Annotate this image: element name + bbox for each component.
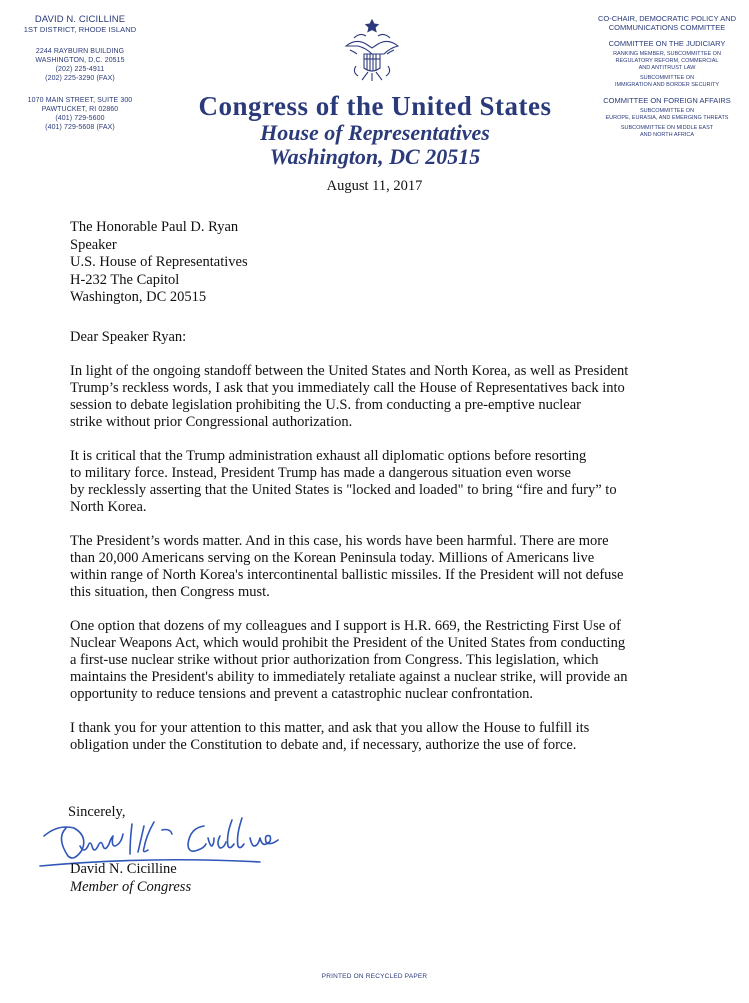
- committee-judiciary: COMMITTEE ON THE JUDICIARY: [608, 39, 726, 48]
- paragraph-line: Nuclear Weapons Act, which would prohibit the President of the United States from conducting: [70, 634, 626, 651]
- paragraph-line: The President’s words matter. And in this case, his words have been harmful. There are more: [70, 532, 609, 549]
- subcommittee-line: EUROPE, EURASIA, AND EMERGING THREATS: [605, 115, 729, 121]
- body-paragraph: [70, 618, 690, 703]
- paragraph-line: obligation under the Constitution to debate and, if necessary, authorize the use of force.: [70, 736, 577, 753]
- city-title: Washington, DC 20515: [269, 144, 481, 169]
- dc-office-line: 2244 RAYBURN BUILDING: [35, 48, 125, 55]
- salutation: Dear Speaker Ryan:: [70, 328, 187, 345]
- letter-date: August 11, 2017: [326, 178, 423, 194]
- body-paragraph: [70, 448, 690, 516]
- role-line: COMMUNICATIONS COMMITTEE: [608, 23, 726, 32]
- signer-block: [70, 860, 191, 896]
- recipient-line: Washington, DC 20515: [70, 289, 207, 305]
- role-line: CO-CHAIR, DEMOCRATIC POLICY AND: [597, 14, 737, 23]
- paragraph-line: strike without prior Congressional authorization.: [70, 413, 353, 430]
- member-district: 1ST DISTRICT, RHODE ISLAND: [23, 25, 137, 34]
- body-paragraph: [70, 533, 690, 601]
- house-title: House of Representatives: [260, 120, 490, 145]
- subcommittee-line: AND NORTH AFRICA: [640, 132, 694, 138]
- ri-office-line: 1070 MAIN STREET, SUITE 300: [27, 97, 133, 104]
- paragraph-line: within range of North Korea's intercontinental ballistic missiles. If the President will not defuse: [70, 566, 624, 583]
- paragraph-line: Trump’s reckless words, I ask that you immediately call the House of Representatives back into: [70, 379, 625, 396]
- subcommittee-line: SUBCOMMITTEE ON: [639, 108, 695, 114]
- recipient-line: H-232 The Capitol: [70, 271, 180, 288]
- subcommittee-line: SUBCOMMITTEE ON MIDDLE EAST: [620, 125, 714, 131]
- paragraph-line: maintains the President's ability to immediately retaliate against a nuclear strike, will provide an: [70, 668, 628, 685]
- dc-office-line: (202) 225-3290 (FAX): [45, 75, 115, 82]
- paragraph-line: opportunity to reduce tensions and prevent a catastrophic nuclear confrontation.: [70, 685, 534, 702]
- body-paragraph: [70, 720, 690, 754]
- paragraph-line: than 20,000 Americans serving on the Korean Peninsula today. Millions of Americans live: [70, 549, 595, 566]
- subcommittee-line: IMMIGRATION AND BORDER SECURITY: [614, 82, 720, 88]
- recipient-line: The Honorable Paul D. Ryan: [70, 219, 239, 235]
- ri-office-address: [0, 96, 160, 132]
- dc-office-address: [0, 47, 160, 83]
- closing: Sincerely,: [68, 804, 126, 820]
- paragraph-line: I thank you for your attention to this matter, and ask that you allow the House to fulfill its: [70, 719, 590, 736]
- paragraph-line: by recklessly asserting that the United States is "locked and loaded" to bring “fire and fury” to: [70, 481, 617, 498]
- recipient-line: U.S. House of Representatives: [70, 254, 248, 270]
- subcommittee-line: AND ANTITRUST LAW: [638, 65, 696, 71]
- committee-foreign-affairs: COMMITTEE ON FOREIGN AFFAIRS: [603, 96, 731, 105]
- letterhead-center: [175, 92, 575, 169]
- paragraphs: [70, 363, 690, 754]
- subcommittee-line: SUBCOMMITTEE ON: [639, 75, 695, 81]
- paragraph-line: to military force. Instead, President Trump has made a dangerous situation even worse: [70, 464, 571, 481]
- eagle-seal-icon: [342, 16, 402, 86]
- subcommittee-immigration: [585, 75, 749, 89]
- body-paragraph: [70, 363, 690, 431]
- signer-name: David N. Cicilline: [70, 861, 177, 877]
- letterhead-left: [0, 14, 160, 132]
- paragraph-line: a first-use nuclear strike without prior authorization from Congress. This legislation, which: [70, 651, 599, 668]
- subcommittee-middle-east: [585, 125, 749, 139]
- dc-office-line: (202) 225-4911: [55, 66, 105, 73]
- recipient-line: Speaker: [70, 236, 117, 253]
- signer-title: Member of Congress: [70, 879, 192, 895]
- congress-title: Congress of the United States: [198, 91, 552, 121]
- subcommittee-line: REGULATORY REFORM, COMMERCIAL: [615, 58, 719, 64]
- member-name: DAVID N. CICILLINE: [34, 14, 126, 25]
- recipient-address: [70, 219, 690, 307]
- subcommittee-line: RANKING MEMBER, SUBCOMMITTEE ON: [613, 51, 721, 57]
- ri-office-line: (401) 729-5608 (FAX): [45, 124, 115, 131]
- paragraph-line: In light of the ongoing standoff between the United States and North Korea, as well as President: [70, 362, 629, 379]
- paragraph-line: North Korea.: [70, 498, 147, 515]
- ri-office-line: (401) 729-5600: [55, 115, 105, 122]
- paragraph-line: session to debate legislation prohibiting the U.S. from conducting a pre-emptive nuclear: [70, 396, 581, 413]
- paragraph-line: this situation, then Congress must.: [70, 583, 270, 600]
- recycled-paper-note: PRINTED ON RECYCLED PAPER: [321, 973, 428, 980]
- paragraph-line: One option that dozens of my colleagues and I support is H.R. 669, the Restricting First Use of: [70, 617, 621, 634]
- subcommittee-europe: [585, 108, 749, 122]
- paragraph-line: It is critical that the Trump administration exhaust all diplomatic options before resorting: [70, 447, 587, 464]
- dc-office-line: WASHINGTON, D.C. 20515: [35, 57, 125, 64]
- ri-office-line: PAWTUCKET, RI 02860: [41, 106, 119, 113]
- letterhead-right: [585, 14, 749, 139]
- letter-body: [70, 219, 690, 754]
- subcommittee-regulatory: [585, 51, 749, 72]
